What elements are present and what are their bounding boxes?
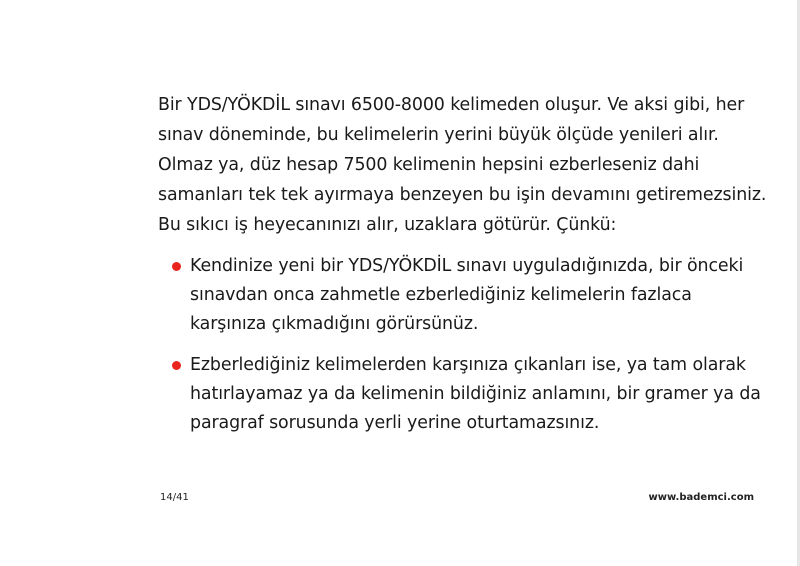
bullet-list xyxy=(158,252,768,438)
bullet-icon xyxy=(172,262,181,271)
list-item xyxy=(158,252,768,339)
bullet-text: Kendinize yeni bir YDS/YÖKDİL sınavı uyguladığınızda, bir önceki sınavdan onca zahmetle ezberlediğiniz kelimelerin fazlaca karşınıza çıkmadığını görürsünüz. xyxy=(190,256,744,334)
bullet-icon xyxy=(172,361,181,370)
bullet-text: Ezberlediğiniz kelimelerden karşınıza çıkanları ise, ya tam olarak hatırlayamaz ya da kelimenin bildiğiniz anlamını, bir gramer ya da paragraf sorusunda yerli yerine oturtamazsınız. xyxy=(190,355,761,433)
document-body xyxy=(158,90,768,450)
website-link[interactable]: www.bademci.com xyxy=(648,492,754,503)
list-item xyxy=(158,351,768,438)
page-number: 14/41 xyxy=(160,492,189,503)
intro-paragraph: Bir YDS/YÖKDİL sınavı 6500-8000 kelimeden oluşur. Ve aksi gibi, her sınav döneminde, bu kelimelerin yerini büyük ölçüde yenileri alır. Olmaz ya, düz hesap 7500 kelimenin hepsini ezberleseniz dahi samanları tek tek ayırmaya benzeyen bu işin devamını getiremezsiniz. Bu sıkıcı iş heyecanınızı alır, uzaklara götürür. Çünkü: xyxy=(158,95,767,235)
